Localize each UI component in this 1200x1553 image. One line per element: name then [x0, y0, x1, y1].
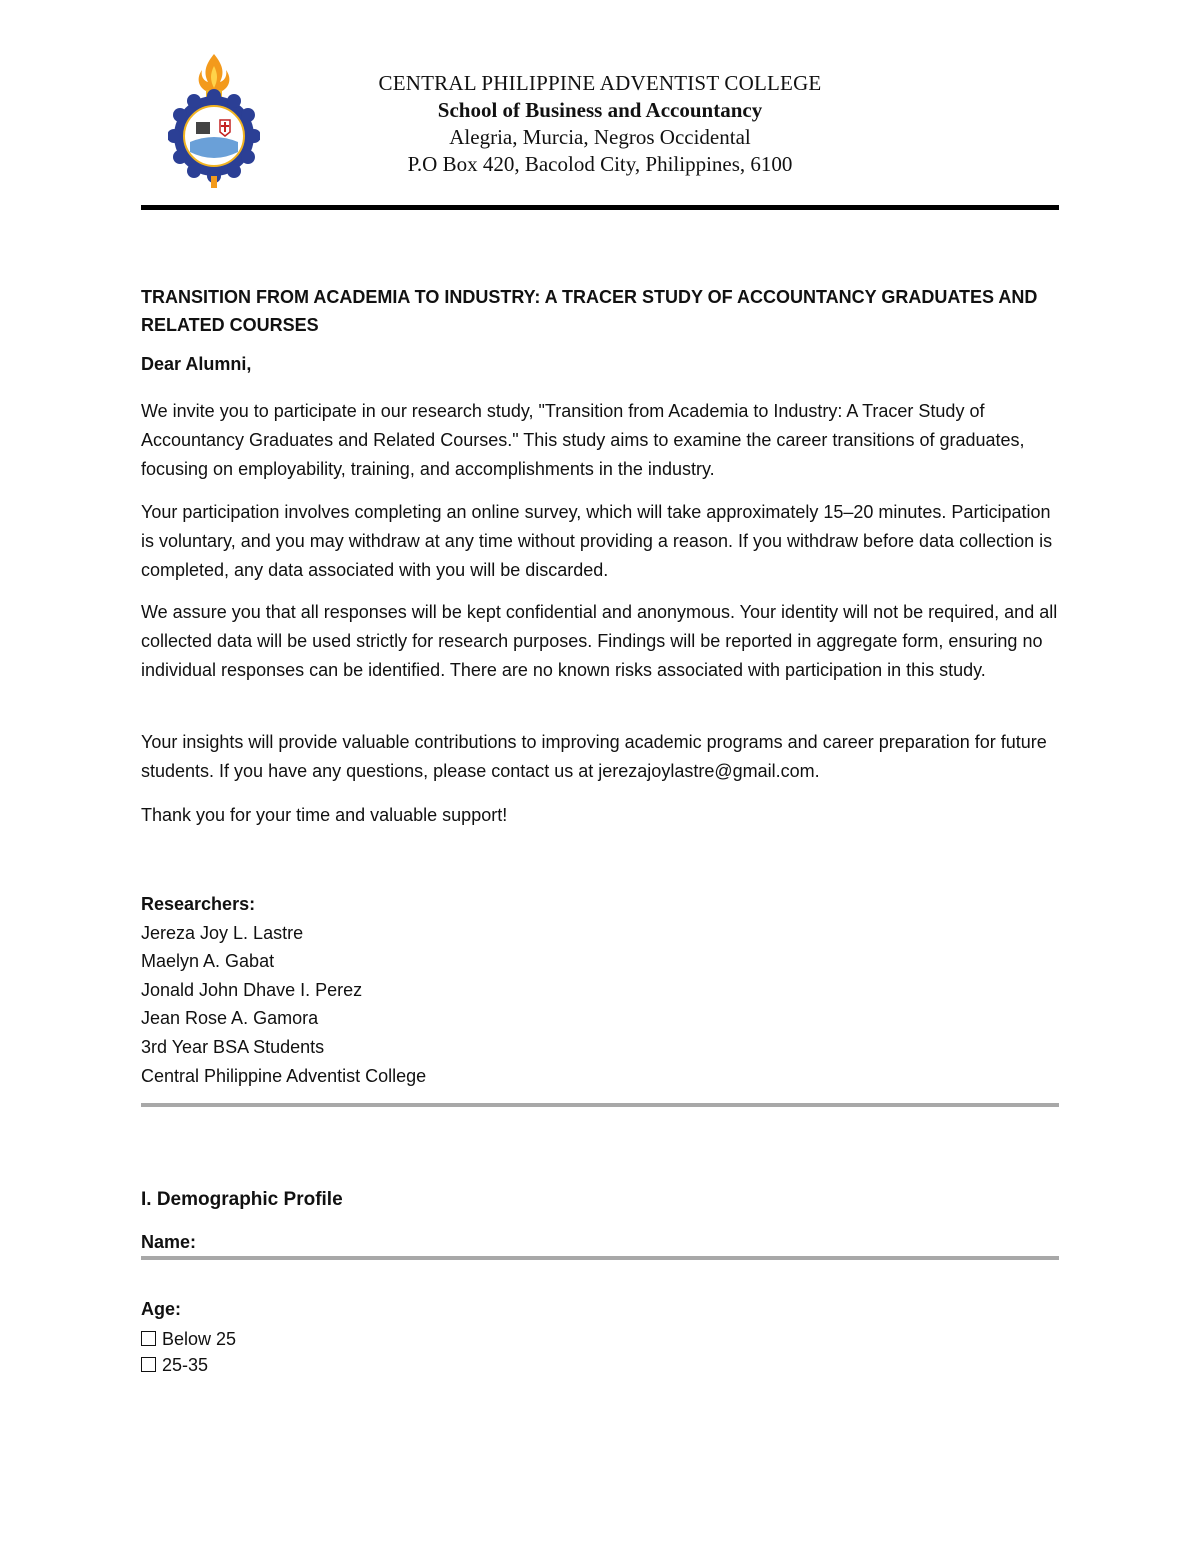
letterhead [141, 70, 1059, 178]
researcher-line: Jonald John Dhave I. Perez [141, 979, 363, 1000]
paragraph-invitation: We invite you to participate in our research study, "Transition from Academia to Industry: A Tracer Study of Accountancy Graduates and Related Courses." This study aims to examine the career transitions of graduates, focusing on employability, training, and accomplishments in the industry. [141, 401, 1025, 479]
paragraph-thanks: Thank you for your time and valuable support! [141, 805, 508, 825]
checkbox-icon[interactable] [141, 1357, 156, 1372]
name-label: Name: [141, 1232, 197, 1252]
age-options [141, 1327, 1059, 1378]
checkbox-icon[interactable] [141, 1331, 156, 1346]
researcher-line: 3rd Year BSA Students [141, 1036, 325, 1057]
researcher-line: Jean Rose A. Gamora [141, 1008, 319, 1029]
paragraph-contact: Your insights will provide valuable contributions to improving academic programs and career preparation for future students. If you have any questions, please contact us at jerezajoylastre@gmail.com. [141, 732, 1047, 781]
researcher-line: Maelyn A. Gabat [141, 951, 275, 972]
age-label: Age: [141, 1299, 181, 1319]
college-name: CENTRAL PHILIPPINE ADVENTIST COLLEGE [378, 71, 822, 95]
section-divider [141, 1103, 1059, 1107]
paragraph-participation: Your participation involves completing an online survey, which will take approximately 15–20 minutes. Participation is voluntary, and you may withdraw at any time without providing a reason. If you withdraw before data collection is completed, any data associated with you will be discarded. [141, 502, 1053, 580]
researcher-line: Jereza Joy L. Lastre [141, 922, 304, 943]
school-name: School of Business and Accountancy [437, 98, 763, 122]
researcher-line: Central Philippine Adventist College [141, 1065, 427, 1086]
greeting: Dear Alumni, [141, 354, 252, 374]
age-option-label: 25-35 [162, 1354, 209, 1375]
age-option-below-25[interactable] [141, 1327, 1059, 1353]
address-line-2: P.O Box 420, Bacolod City, Philippines, 6100 [407, 152, 793, 176]
header-divider [141, 205, 1059, 210]
researchers-label: Researchers: [141, 894, 256, 914]
age-option-label: Below 25 [162, 1329, 237, 1349]
section-title-demographic: I. Demographic Profile [141, 1189, 343, 1210]
paragraph-confidentiality: We assure you that all responses will be kept confidential and anonymous. Your identity will not be required, and all collected data will be used strictly for research purposes. Findings will be reported in aggregate form, ensuring no individual responses can be identified. There are no known risks associated with participation in this study. [141, 602, 1058, 680]
address-line-1: Alegria, Murcia, Negros Occidental [449, 125, 751, 149]
researchers-block [141, 890, 1059, 1090]
study-title: TRANSITION FROM ACADEMIA TO INDUSTRY: A TRACER STUDY OF ACCOUNTANCY GRADUATES AND RELATED COURSES [141, 287, 1038, 335]
age-option-25-35[interactable] [141, 1353, 1059, 1379]
name-field-line[interactable] [141, 1256, 1059, 1260]
